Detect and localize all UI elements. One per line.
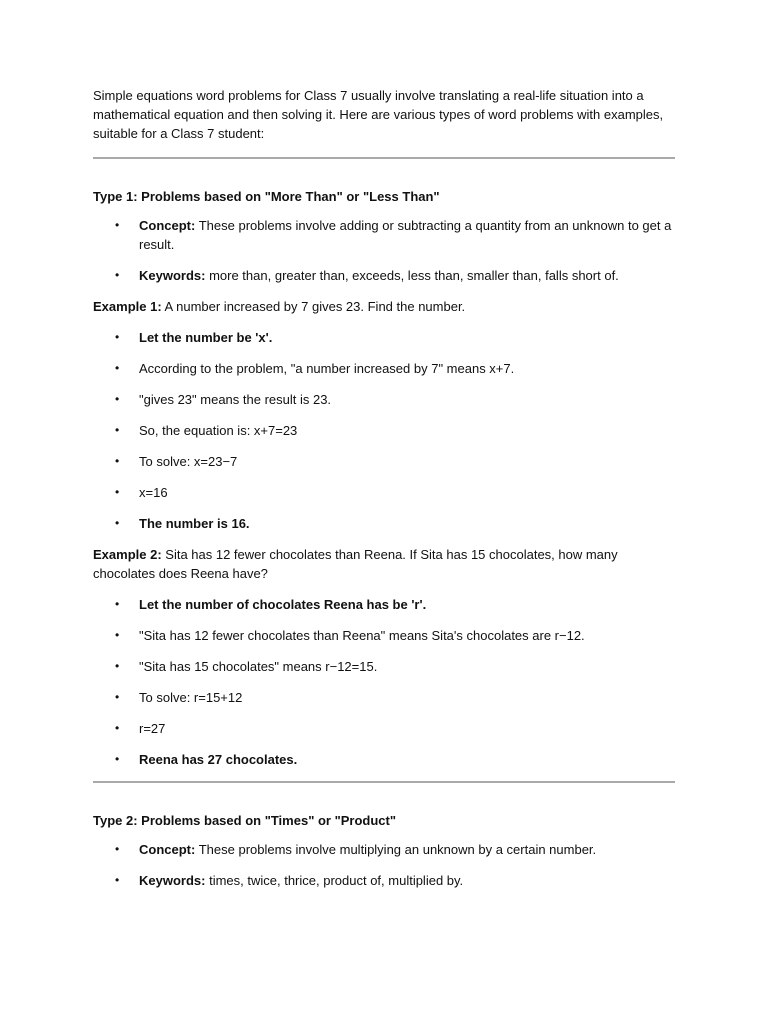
step-text: "Sita has 15 chocolates" means r−12=15. — [139, 659, 378, 674]
list-item — [93, 514, 675, 533]
keywords-text: times, twice, thrice, product of, multiplied by. — [205, 873, 464, 888]
example2-statement — [93, 545, 675, 583]
bullet-icon: • — [115, 268, 120, 282]
list-item — [93, 359, 675, 378]
concept-label: Concept: — [139, 842, 196, 857]
list-item — [93, 595, 675, 614]
example1-statement — [93, 297, 675, 316]
step-text: Let the number of chocolates Reena has be 'r'. — [139, 597, 427, 612]
list-item — [93, 688, 675, 707]
list-item — [93, 657, 675, 676]
list-item — [93, 626, 675, 645]
keywords-text: more than, greater than, exceeds, less than, smaller than, falls short of. — [205, 268, 619, 283]
list-item — [93, 483, 675, 502]
bullet-icon: • — [115, 516, 120, 530]
step-text: To solve: r=15+12 — [139, 690, 243, 705]
bullet-icon: • — [115, 218, 120, 232]
bullet-icon: • — [115, 597, 120, 611]
keywords-label: Keywords: — [139, 268, 206, 283]
step-text: r=27 — [139, 721, 166, 736]
step-text: x=16 — [139, 485, 168, 500]
list-item — [93, 216, 675, 254]
step-text: According to the problem, "a number increased by 7" means x+7. — [139, 361, 515, 376]
step-text: To solve: x=23−7 — [139, 454, 238, 469]
bullet-icon: • — [115, 485, 120, 499]
section-divider — [93, 781, 675, 783]
example1-label: Example 1: — [93, 299, 162, 314]
keywords-label: Keywords: — [139, 873, 206, 888]
concept-text: These problems involve multiplying an unknown by a certain number. — [195, 842, 597, 857]
bullet-icon: • — [115, 873, 120, 887]
step-text: Reena has 27 chocolates. — [139, 752, 298, 767]
step-text: "gives 23" means the result is 23. — [139, 392, 332, 407]
list-item — [93, 750, 675, 769]
bullet-icon: • — [115, 454, 120, 468]
list-item — [93, 421, 675, 440]
list-item — [93, 871, 675, 890]
bullet-icon: • — [115, 842, 120, 856]
document-body — [93, 86, 675, 902]
list-item — [93, 452, 675, 471]
step-text: "Sita has 12 fewer chocolates than Reena" means Sita's chocolates are r−12. — [139, 628, 585, 643]
list-item — [93, 390, 675, 409]
step-text: So, the equation is: x+7=23 — [139, 423, 298, 438]
bullet-icon: • — [115, 392, 120, 406]
concept-label: Concept: — [139, 218, 196, 233]
bullet-icon: • — [115, 423, 120, 437]
bullet-icon: • — [115, 628, 120, 642]
example2-label: Example 2: — [93, 547, 162, 562]
intro-paragraph: Simple equations word problems for Class 7 usually involve translating a real-life situation into a mathematical equation and then solving it. Here are various types of word problems with examples, suitable for a Class 7 student: — [93, 88, 664, 141]
list-item — [93, 719, 675, 738]
bullet-icon: • — [115, 721, 120, 735]
type2-list — [93, 840, 675, 890]
step-text: Let the number be 'x'. — [139, 330, 273, 345]
bullet-icon: • — [115, 659, 120, 673]
type2-heading: Type 2: Problems based on "Times" or "Product" — [93, 813, 397, 828]
bullet-icon: • — [115, 690, 120, 704]
list-item — [93, 328, 675, 347]
list-item — [93, 840, 675, 859]
example2-steps — [93, 595, 675, 769]
type1-list — [93, 216, 675, 285]
section-divider — [93, 157, 675, 159]
bullet-icon: • — [115, 330, 120, 344]
bullet-icon: • — [115, 361, 120, 375]
step-text: The number is 16. — [139, 516, 250, 531]
example2-text: Sita has 12 fewer chocolates than Reena. If Sita has 15 chocolates, how many chocolates does Reena have? — [93, 547, 618, 581]
example1-text: A number increased by 7 gives 23. Find the number. — [161, 299, 466, 314]
concept-text: These problems involve adding or subtracting a quantity from an unknown to get a result. — [139, 218, 672, 252]
type1-heading: Type 1: Problems based on "More Than" or "Less Than" — [93, 189, 440, 204]
list-item — [93, 266, 675, 285]
bullet-icon: • — [115, 752, 120, 766]
example1-steps — [93, 328, 675, 533]
